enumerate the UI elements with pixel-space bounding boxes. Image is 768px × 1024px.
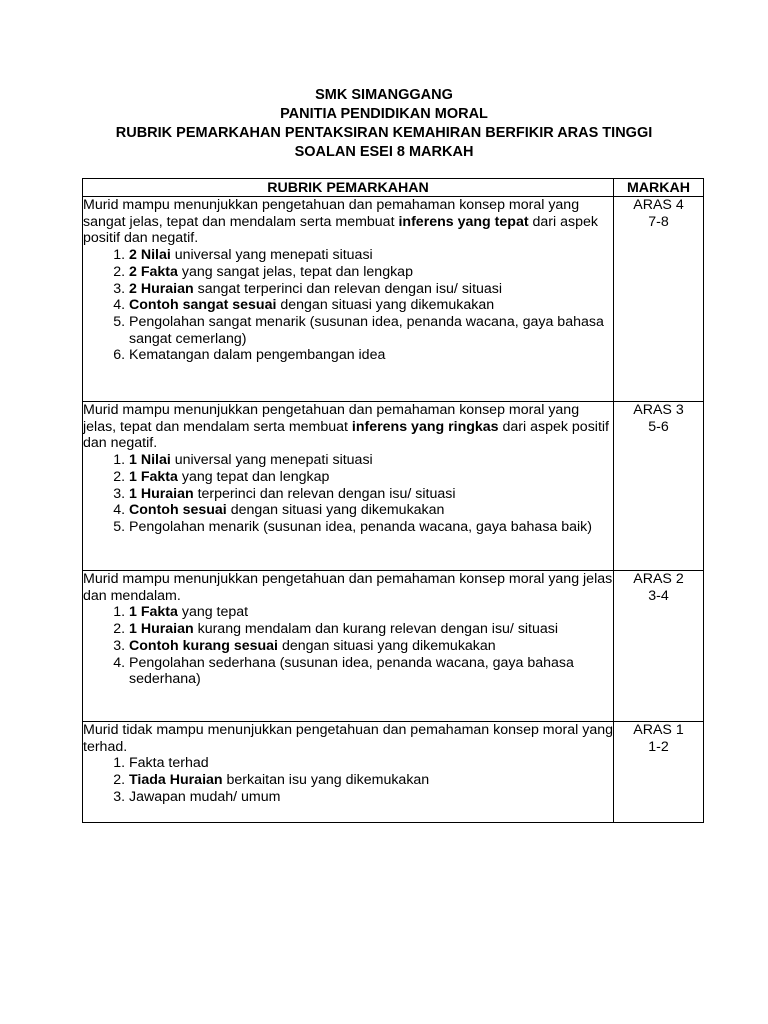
mark-cell [614, 402, 704, 571]
table-row [83, 197, 704, 402]
table-row [83, 722, 704, 823]
mark-level: ARAS 4 [633, 197, 684, 213]
rubric-intro: Murid mampu menunjukkan pengetahuan dan pemahaman konsep moral yang sangat jelas, tepat dan mendalam serta membuat inferens yang tepat dari aspek positif dan negatif. [83, 197, 598, 247]
mark-level: ARAS 1 [633, 722, 684, 738]
rubric-intro: Murid mampu menunjukkan pengetahuan dan pemahaman konsep moral yang jelas dan mendalam. [83, 571, 613, 604]
criteria-list [83, 452, 613, 536]
list-item: 3. 2 Huraian sangat terperinci dan relevan dengan isu/ situasi [129, 281, 613, 298]
list-item: 2. Tiada Huraian berkaitan isu yang dikemukakan [129, 772, 613, 789]
rubric-intro: Murid mampu menunjukkan pengetahuan dan pemahaman konsep moral yang jelas, tepat dan mendalam serta membuat inferens yang ringkas dari aspek positif dan negatif. [83, 402, 609, 452]
list-item: 4. Pengolahan sederhana (susunan idea, penanda wacana, gaya bahasa sederhana) [129, 655, 613, 688]
committee-name: PANITIA PENDIDIKAN MORAL [280, 106, 488, 122]
mark-range: 5-6 [648, 418, 669, 435]
list-item: 4. Contoh sangat sesuai dengan situasi yang dikemukakan [129, 297, 613, 314]
list-item: 2. 1 Fakta yang tepat dan lengkap [129, 469, 613, 486]
criteria-list [83, 247, 613, 364]
mark-cell [614, 722, 704, 823]
rubric-description [83, 197, 614, 402]
document-header [0, 86, 768, 162]
criteria-list [83, 755, 613, 805]
mark-level: ARAS 2 [633, 571, 684, 587]
list-item: 5. Pengolahan sangat menarik (susunan idea, penanda wacana, gaya bahasa sangat cemerlang) [129, 314, 613, 347]
table-row [83, 571, 704, 722]
criteria-list [83, 604, 613, 688]
rubric-description [83, 722, 614, 823]
list-item: 1. 1 Nilai universal yang menepati situasi [129, 452, 613, 469]
list-item: 1. 2 Nilai universal yang menepati situasi [129, 247, 613, 264]
list-item: 3. 1 Huraian terperinci dan relevan dengan isu/ situasi [129, 486, 613, 503]
mark-range: 1-2 [648, 738, 669, 755]
mark-level: ARAS 3 [633, 402, 684, 418]
list-item: 1. Fakta terhad [129, 755, 613, 772]
list-item: 2. 2 Fakta yang sangat jelas, tepat dan lengkap [129, 264, 613, 281]
mark-cell [614, 197, 704, 402]
table-header-row [83, 179, 704, 197]
document-title: RUBRIK PEMARKAHAN PENTAKSIRAN KEMAHIRAN BERFIKIR ARAS TINGGI [115, 125, 653, 141]
school-name: SMK SIMANGGANG [315, 87, 453, 103]
list-item: 5. Pengolahan menarik (susunan idea, penanda wacana, gaya bahasa baik) [129, 519, 613, 536]
list-item: 4. Contoh sesuai dengan situasi yang dikemukakan [129, 502, 613, 519]
list-item: 2. 1 Huraian kurang mendalam dan kurang relevan dengan isu/ situasi [129, 621, 613, 638]
mark-range: 7-8 [648, 213, 669, 230]
list-item: 1. 1 Fakta yang tepat [129, 604, 613, 621]
rubric-description [83, 571, 614, 722]
mark-range: 3-4 [648, 587, 669, 604]
rubric-table [82, 178, 704, 823]
rubric-description [83, 402, 614, 571]
column-header-mark: MARKAH [614, 179, 704, 197]
document-subtitle: SOALAN ESEI 8 MARKAH [294, 144, 474, 160]
column-header-rubric: RUBRIK PEMARKAHAN [83, 179, 614, 197]
list-item: 3. Jawapan mudah/ umum [129, 789, 613, 806]
table-row [83, 402, 704, 571]
list-item: 3. Contoh kurang sesuai dengan situasi yang dikemukakan [129, 638, 613, 655]
rubric-intro: Murid tidak mampu menunjukkan pengetahuan dan pemahaman konsep moral yang terhad. [83, 722, 613, 755]
list-item: 6. Kematangan dalam pengembangan idea [129, 347, 613, 364]
mark-cell [614, 571, 704, 722]
